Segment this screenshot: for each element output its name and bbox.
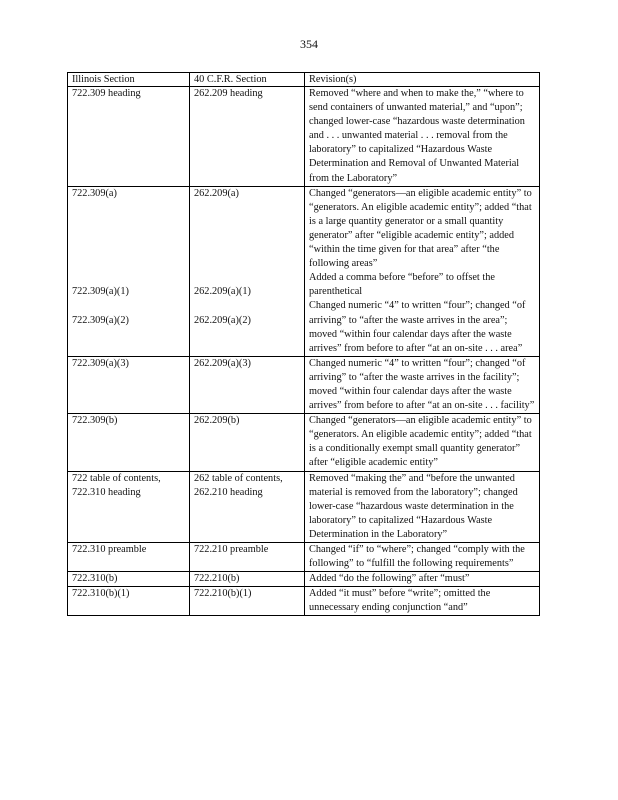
- page-number: 354: [300, 37, 318, 51]
- illinois-section: 722.309(a)(2): [72, 314, 129, 326]
- cfr-section: 262.209(a)(3): [190, 356, 305, 413]
- illinois-section: 722.309(a)(1): [72, 286, 129, 298]
- revision-text: Changed numeric “4” to written “four”; changed “of arriving” to “after the waste arrives in the facility”; moved “within four calendar days after the waste arrives” from before to after “at an on-site . . . facility”: [305, 356, 540, 413]
- cfr-section: 722.210 preamble: [190, 543, 305, 572]
- revision-text: Changed “generators—an eligible academic entity” to “generators. An eligible academic entity”; added “that is a conditionally exempt small quantity generator” after “eligible academic entity”: [305, 414, 540, 471]
- table-row: [68, 471, 540, 542]
- cfr-section: 262.209 heading: [194, 88, 263, 99]
- cfr-section: 262.209(b): [190, 414, 305, 471]
- illinois-section-cell: [68, 186, 190, 356]
- revision-text: Added “it must” before “write”; omitted the unnecessary ending conjunction “and”: [305, 587, 540, 616]
- table-row: [68, 543, 540, 572]
- revision-text: Added a comma before “before” to offset the parenthetical: [309, 272, 495, 298]
- cfr-section: 262.209(a)(1): [194, 286, 251, 298]
- cfr-section: 262 table of contents, 262.210 heading: [190, 471, 305, 542]
- illinois-section-cell: [68, 87, 190, 187]
- table-row: [68, 87, 540, 187]
- illinois-section: 722 table of contents, 722.310 heading: [68, 471, 190, 542]
- cfr-section: 262.209(a)(2): [194, 314, 251, 326]
- illinois-section: 722.310(b): [68, 572, 190, 587]
- column-header-illinois-section: Illinois Section: [68, 73, 190, 87]
- revision-text: Added “do the following” after “must”: [305, 572, 540, 587]
- cfr-section: 722.210(b): [190, 572, 305, 587]
- cfr-section: 262.209(a): [194, 187, 239, 199]
- revisions-table: [67, 72, 540, 616]
- illinois-section: 722.309(a): [72, 187, 117, 199]
- table-header-row: [68, 73, 540, 87]
- illinois-section: 722.309 heading: [72, 88, 141, 99]
- revision-text: Changed “generators—an eligible academic entity” to “generators. An eligible academic entity”; added “that is a large quantity generator or a small quantity generator” after “eligible academic entity”; added “within the time given for that area” after “the following areas”: [309, 187, 532, 270]
- table-row: [68, 186, 540, 356]
- table-row: [68, 587, 540, 616]
- illinois-section: 722.310 preamble: [68, 543, 190, 572]
- table-row: [68, 572, 540, 587]
- revision-text: Changed numeric “4” to written “four”; changed “of arriving” to “after the waste arrives in the area”; moved “within four calendar days after the waste arrives” from before to after “at an on-site . . . area”: [309, 300, 526, 354]
- cfr-section-cell: [190, 186, 305, 356]
- revision-text-cell: [305, 186, 540, 356]
- column-header-revisions: Revision(s): [305, 73, 540, 87]
- cfr-section: 722.210(b)(1): [190, 587, 305, 616]
- revision-text: Removed “where and when to make the,” “where to send containers of unwanted material,” and “upon”; changed lower-case “hazardous waste determination and . . . unwanted material . . . removal from the laboratory” to capitalized “Hazardous Waste Determination and Removal of Unwanted Material from the Laboratory”: [305, 87, 540, 187]
- column-header-cfr-section: 40 C.F.R. Section: [190, 73, 305, 87]
- table-row: [68, 356, 540, 413]
- illinois-section: 722.310(b)(1): [68, 587, 190, 616]
- revision-text: Removed “making the” and “before the unwanted material is removed from the laboratory”; changed lower-case “hazardous waste determination in the laboratory” to capitalized “Hazardous Waste Determination in the Laboratory”: [305, 471, 540, 542]
- cfr-section-cell: [190, 87, 305, 187]
- revision-text: Changed “if” to “where”; changed “comply with the following” to “fulfill the following requirements”: [305, 543, 540, 572]
- table-row: [68, 414, 540, 471]
- illinois-section: 722.309(a)(3): [68, 356, 190, 413]
- illinois-section: 722.309(b): [68, 414, 190, 471]
